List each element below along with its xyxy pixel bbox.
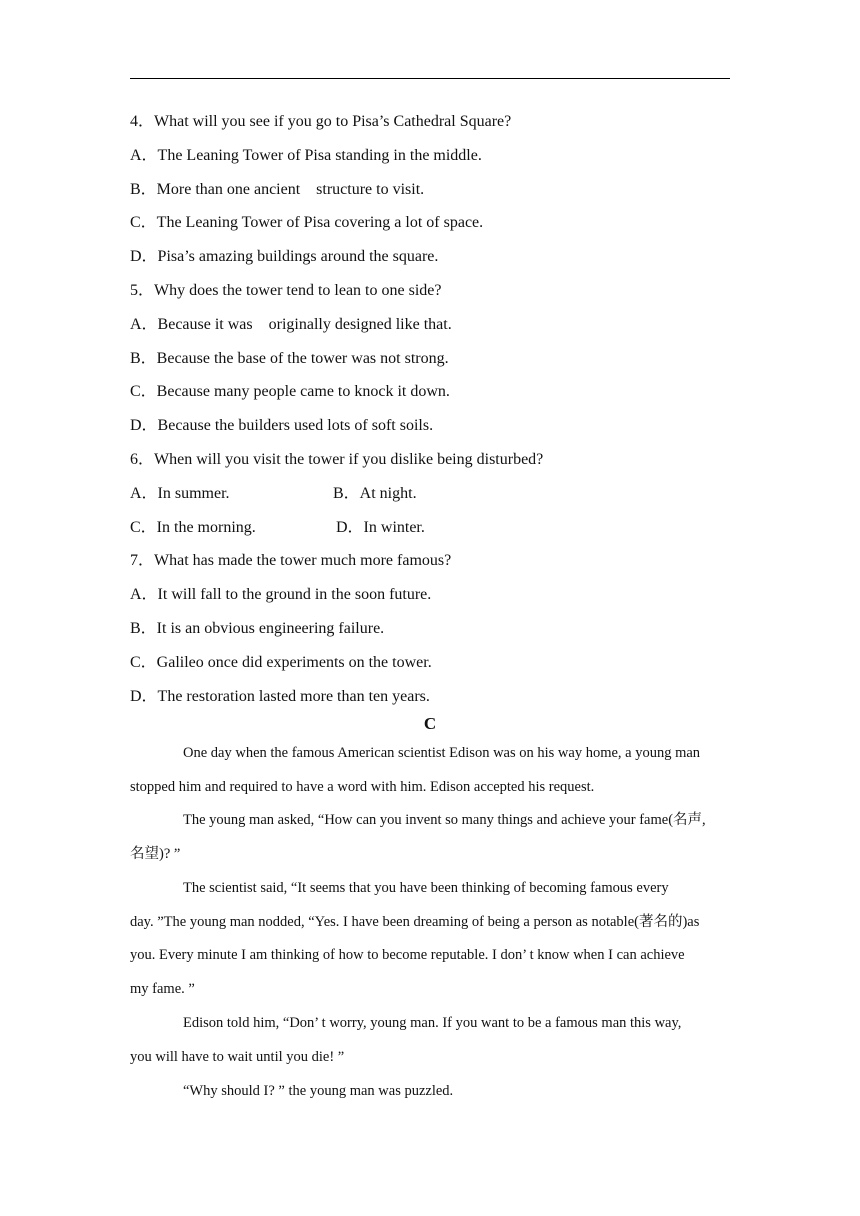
passage-line: day. ”The young man nodded, “Yes. I have been dreaming of being a person as notable(著名的)as [130,914,700,930]
question-4-option-c: C．The Leaning Tower of Pisa covering a lot of space. [130,214,484,231]
question-5-option-a: A．Because it was originally designed like that. [130,316,452,333]
section-heading: C [423,714,437,733]
question-7-option-d: D．The restoration lasted more than ten years. [130,688,430,705]
question-6-stem: 6．When will you visit the tower if you dislike being disturbed? [130,451,544,468]
passage-line: Edison told him, “Don’ t worry, young man. If you want to be a famous man this way, [183,1015,682,1031]
passage-line: One day when the famous American scientist Edison was on his way home, a young man [183,745,701,761]
question-4-option-a: A．The Leaning Tower of Pisa standing in the middle. [130,147,482,164]
question-6-option-b: B．At night. [333,485,417,502]
question-6-option-a: A．In summer. [130,485,230,502]
passage-line: you will have to wait until you die! ” [130,1049,345,1065]
question-7-option-b: B．It is an obvious engineering failure. [130,620,385,637]
passage-line: “Why should I? ” the young man was puzzled. [183,1083,454,1099]
question-5-option-d: D．Because the builders used lots of soft soils. [130,417,434,434]
question-7-option-c: C．Galileo once did experiments on the tower. [130,654,432,671]
question-4-option-b: B．More than one ancient structure to visit. [130,181,425,198]
question-5-option-c: C．Because many people came to knock it down. [130,383,450,400]
passage-line: stopped him and required to have a word with him. Edison accepted his request. [130,779,595,795]
question-6-option-d: D．In winter. [336,519,425,536]
question-7-option-a: A．It will fall to the ground in the soon future. [130,586,432,603]
header-rule [130,78,730,79]
passage-line: my fame. ” [130,981,195,997]
passage-line: The young man asked, “How can you invent so many things and achieve your fame(名声, [183,812,706,828]
passage-line: you. Every minute I am thinking of how to become reputable. I don’ t know when I can achieve [130,947,685,963]
question-4-option-d: D．Pisa’s amazing buildings around the square. [130,248,439,265]
question-4-stem: 4．What will you see if you go to Pisa’s Cathedral Square? [130,113,512,130]
question-7-stem: 7．What has made the tower much more famous? [130,552,452,569]
passage-line: 名望)? ” [130,846,181,862]
question-5-option-b: B．Because the base of the tower was not strong. [130,350,449,367]
question-5-stem: 5．Why does the tower tend to lean to one side? [130,282,442,299]
passage-line: The scientist said, “It seems that you have been thinking of becoming famous every [183,880,669,896]
question-6-option-c: C．In the morning. [130,519,256,536]
